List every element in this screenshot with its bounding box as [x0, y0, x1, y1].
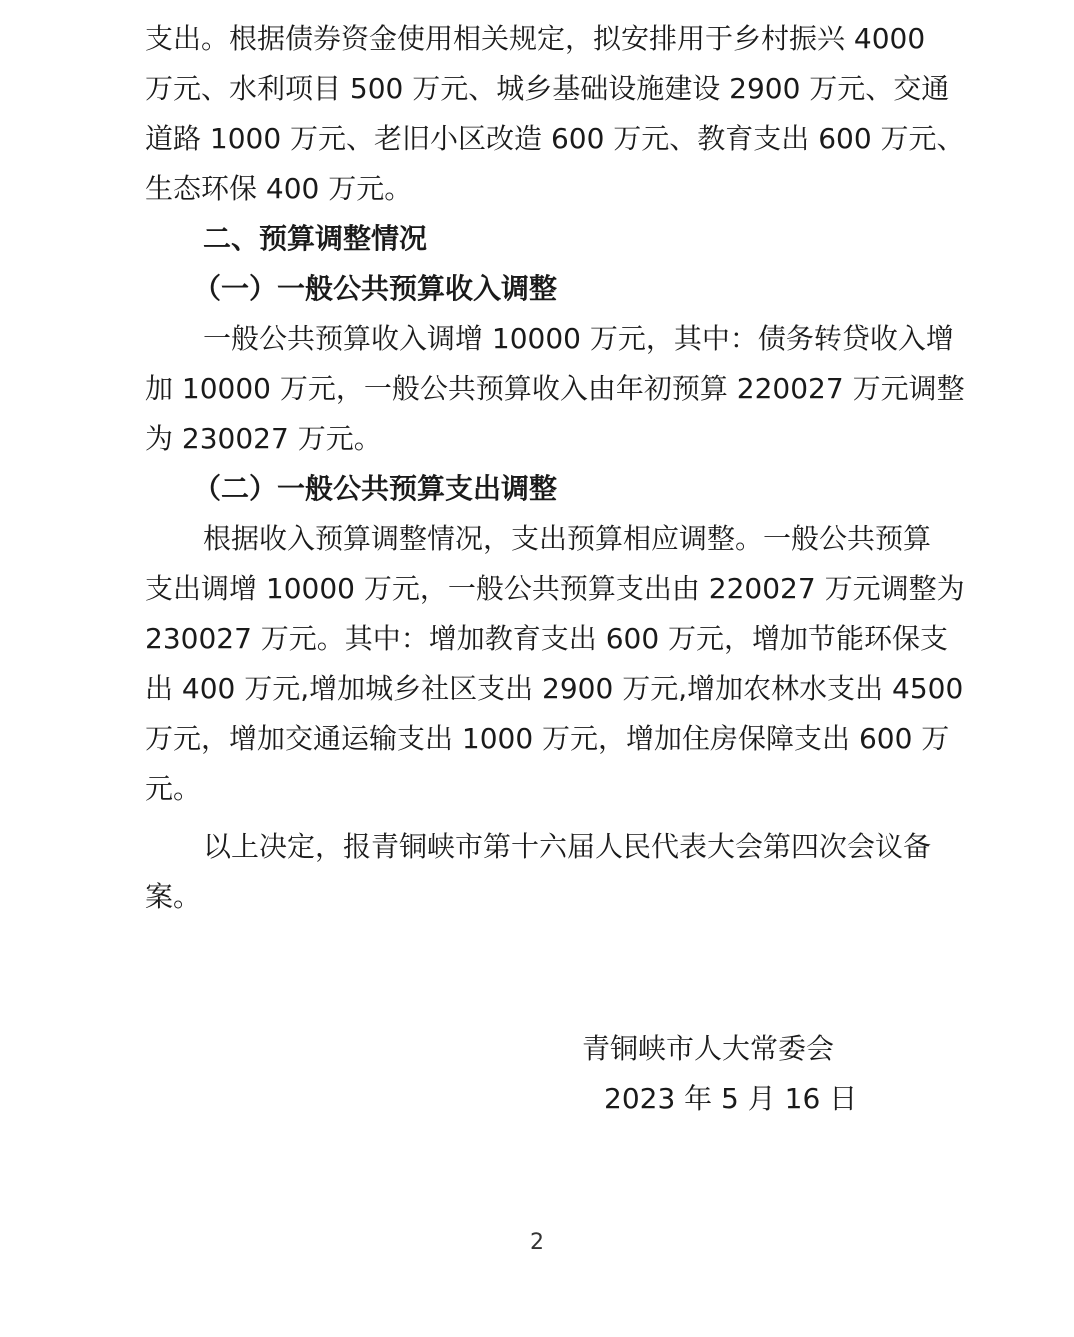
section-2-heading: 二、预算调整情况	[203, 222, 428, 255]
intro-line-3: 道路 1000 万元、老旧小区改造 600 万元、教育支出 600 万元、	[145, 122, 965, 155]
intro-line-4: 生态环保 400 万元。	[145, 172, 413, 205]
subsection-2-line-1: 根据收入预算调整情况，支出预算相应调整。一般公共预算	[203, 522, 932, 555]
subsection-2-line-4: 出 400 万元,增加城乡社区支出 2900 万元,增加农林水支出 4500	[145, 672, 964, 705]
subsection-2-line-3: 230027 万元。其中：增加教育支出 600 万元，增加节能环保支	[145, 622, 949, 655]
document-body	[145, 14, 965, 922]
closing-line-1: 以上决定，报青铜峡市第十六届人民代表大会第四次会议备	[203, 830, 932, 863]
subsection-1-line-3: 为 230027 万元。	[145, 422, 382, 455]
subsection-2-line-2: 支出调增 10000 万元，一般公共预算支出由 220027 万元调整为	[145, 572, 965, 605]
closing-line-2: 案。	[145, 880, 202, 913]
page-number: 2	[530, 1230, 544, 1255]
subsection-2-line-5: 万元，增加交通运输支出 1000 万元，增加住房保障支出 600 万	[145, 722, 950, 755]
subsection-1-line-2: 加 10000 万元，一般公共预算收入由年初预算 220027 万元调整	[145, 372, 965, 405]
intro-line-2: 万元、水利项目 500 万元、城乡基础设施建设 2900 万元、交通	[145, 72, 950, 105]
signature-issuer: 青铜峡市人大常委会	[582, 1032, 835, 1065]
subsection-1-line-1: 一般公共预算收入调增 10000 万元，其中：债务转贷收入增	[203, 322, 954, 355]
subsection-2-heading: （二）一般公共预算支出调整	[193, 472, 558, 505]
intro-line-1: 支出。根据债券资金使用相关规定，拟安排用于乡村振兴 4000	[145, 22, 926, 55]
subsection-1-heading: （一）一般公共预算收入调整	[193, 272, 558, 305]
subsection-2-line-6: 元。	[145, 772, 202, 805]
signature-date: 2023 年 5 月 16 日	[604, 1082, 858, 1115]
